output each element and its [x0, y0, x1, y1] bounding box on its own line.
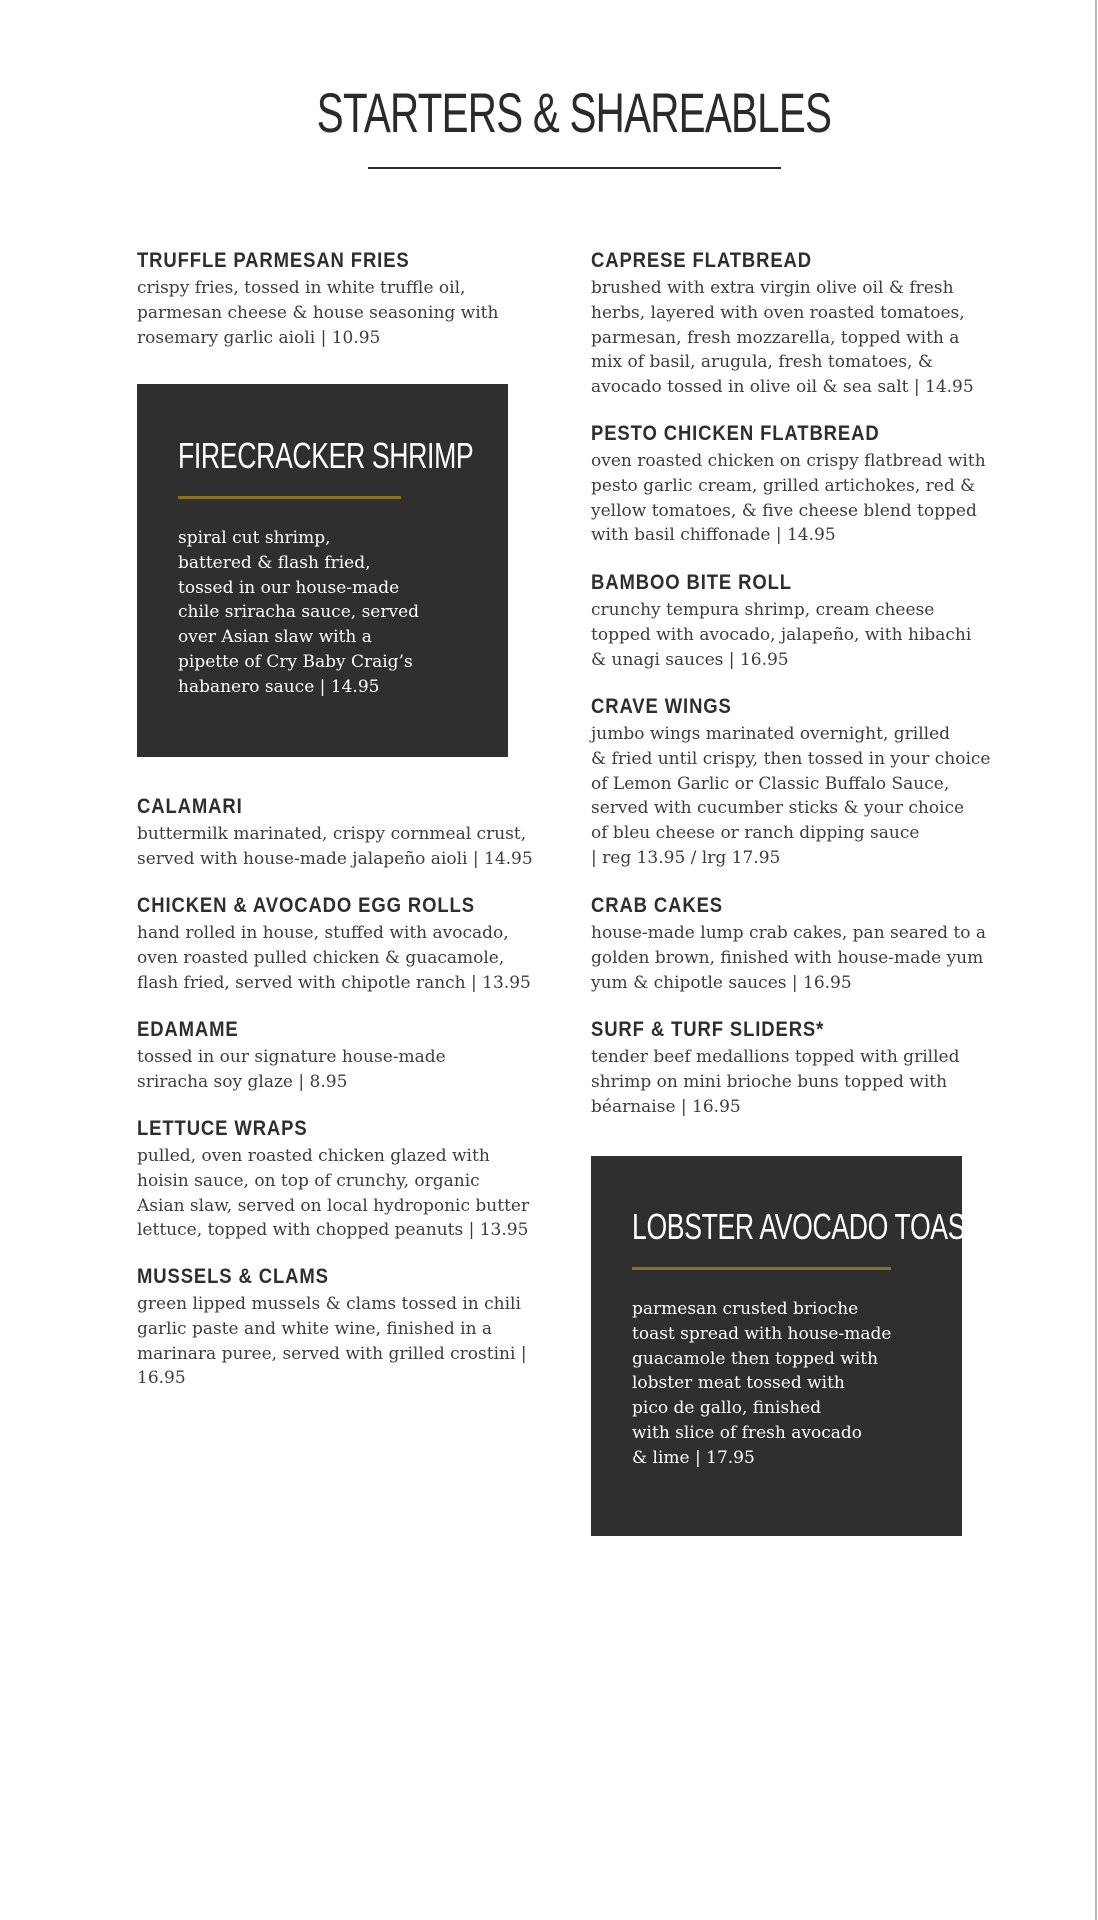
description-line: marinara puree, served with grilled crostini | [137, 1343, 527, 1364]
description-line: oven roasted pulled chicken & guacamole, [137, 947, 505, 968]
description-line: habanero sauce | 14.95 [178, 676, 380, 697]
menu-item-name: SURF & TURF SLIDERS* [591, 1018, 825, 1041]
description-line: with basil chiffonade | 14.95 [591, 525, 836, 546]
description-line: tossed in our signature house-made [137, 1047, 446, 1067]
description-line: pesto garlic cream, grilled artichokes, red & [591, 475, 976, 496]
description-line: golden brown, finished with house-made yum [591, 947, 984, 968]
description-line: crispy fries, tossed in white truffle oil, [137, 278, 466, 298]
description-line: of bleu cheese or ranch dipping sauce [591, 823, 920, 844]
menu-item [137, 1116, 557, 1243]
menu-item-description [137, 1045, 557, 1095]
menu-item [591, 248, 1021, 400]
description-line: lobster meat tossed with [632, 1373, 845, 1394]
menu-item [137, 893, 557, 995]
title-underline [368, 167, 781, 169]
description-line: 16.95 [137, 1368, 186, 1389]
description-line: & unagi sauces | 16.95 [591, 649, 789, 670]
description-line: | reg 13.95 / lrg 17.95 [591, 847, 781, 868]
description-line: yellow tomatoes, & five cheese blend topped [591, 500, 977, 521]
description-line: pulled, oven roasted chicken glazed with [137, 1146, 490, 1166]
description-line: mix of basil, arugula, fresh tomatoes, & [591, 352, 933, 373]
description-line: flash fried, served with chipotle ranch | 13.95 [137, 972, 531, 993]
featured-item-description [178, 526, 419, 700]
description-line: hand rolled in house, stuffed with avocado, [137, 923, 509, 943]
menu-item-description [137, 276, 557, 350]
featured-item-description [632, 1297, 891, 1471]
menu-item-name: EDAMAME [137, 1018, 239, 1041]
menu-item [591, 421, 1021, 548]
menu-item-description [137, 1144, 557, 1243]
menu-item-name: CRAB CAKES [591, 894, 724, 917]
menu-item-name: BAMBOO BITE ROLL [591, 571, 792, 594]
description-line: jumbo wings marinated overnight, grilled [591, 724, 951, 744]
menu-item [591, 570, 1021, 672]
menu-item-description [591, 598, 1021, 672]
description-line: avocado tossed in olive oil & sea salt | 14.95 [591, 377, 974, 398]
description-line: over Asian slaw with a [178, 627, 372, 648]
menu-item-description [591, 722, 1021, 871]
menu-item-description [591, 276, 1021, 400]
featured-item-firecracker-shrimp [137, 384, 508, 757]
description-line: sriracha soy glaze | 8.95 [137, 1071, 348, 1092]
description-line: & fried until crispy, then tossed in your choice [591, 748, 991, 769]
description-line: house-made lump crab cakes, pan seared to a [591, 923, 987, 943]
description-line: herbs, layered with oven roasted tomatoes, [591, 302, 965, 323]
description-line: garlic paste and white wine, finished in a [137, 1318, 493, 1339]
menu-item-name: PESTO CHICKEN FLATBREAD [591, 422, 880, 445]
description-line: Asian slaw, served on local hydroponic butter [137, 1195, 530, 1216]
description-line: oven roasted chicken on crispy flatbread with [591, 451, 986, 471]
description-line: topped with avocado, jalapeño, with hibachi [591, 624, 972, 645]
menu-item [137, 794, 557, 872]
page-title: STARTERS & SHAREABLES [316, 81, 832, 144]
menu-item-name: CAPRESE FLATBREAD [591, 249, 812, 272]
description-line: yum & chipotle sauces | 16.95 [591, 972, 852, 993]
description-line: battered & flash fried, [178, 552, 371, 573]
menu-item-name: TRUFFLE PARMESAN FRIES [137, 249, 410, 272]
menu-item-description [591, 1045, 1021, 1119]
menu-item [137, 1017, 557, 1095]
menu-item [137, 1264, 557, 1391]
description-line: parmesan crusted brioche [632, 1299, 859, 1319]
description-line: green lipped mussels & clams tossed in chili [137, 1294, 521, 1314]
description-line: pico de gallo, finished [632, 1398, 822, 1419]
description-line: crunchy tempura shrimp, cream cheese [591, 600, 935, 620]
description-line: tender beef medallions topped with grilled [591, 1047, 960, 1067]
menu-item-name: CHICKEN & AVOCADO EGG ROLLS [137, 894, 475, 917]
description-line: shrimp on mini brioche buns topped with [591, 1071, 948, 1092]
description-line: toast spread with house-made [632, 1323, 892, 1344]
menu-item [591, 694, 1021, 871]
description-line: buttermilk marinated, crispy cornmeal crust, [137, 824, 527, 844]
description-line: & lime | 17.95 [632, 1447, 755, 1468]
description-line: with slice of fresh avocado [632, 1422, 862, 1443]
featured-item-title: LOBSTER AVOCADO TOAST [632, 1206, 982, 1247]
featured-item-accent-rule [178, 496, 401, 499]
featured-item-title: FIRECRACKER SHRIMP [178, 435, 474, 476]
menu-item-name: CRAVE WINGS [591, 695, 732, 718]
featured-item-accent-rule [632, 1267, 891, 1270]
menu-item [137, 248, 557, 350]
description-line: served with house-made jalapeño aioli | 14.95 [137, 848, 533, 869]
description-line: served with cucumber sticks & your choice [591, 798, 965, 819]
description-line: rosemary garlic aioli | 10.95 [137, 327, 381, 348]
description-line: chile sriracha sauce, served [178, 602, 420, 623]
menu-item-description [137, 822, 557, 872]
description-line: guacamole then topped with [632, 1348, 879, 1369]
menu-item-name: CALAMARI [137, 795, 243, 818]
featured-item-lobster-avocado-toast [591, 1156, 982, 1536]
menu-item-description [137, 921, 557, 995]
description-line: tossed in our house-made [178, 577, 400, 598]
description-line: lettuce, topped with chopped peanuts | 13.95 [137, 1220, 529, 1241]
description-line: brushed with extra virgin olive oil & fresh [591, 278, 954, 298]
description-line: hoisin sauce, on top of crunchy, organic [137, 1170, 480, 1191]
menu-item [591, 893, 1021, 995]
description-line: of Lemon Garlic or Classic Buffalo Sauce, [591, 773, 950, 794]
menu-item [591, 1017, 1021, 1119]
description-line: parmesan cheese & house seasoning with [137, 302, 499, 323]
description-line: béarnaise | 16.95 [591, 1096, 741, 1117]
menu-item-description [137, 1292, 557, 1391]
description-line: spiral cut shrimp, [178, 528, 331, 548]
menu-item-description [591, 449, 1021, 548]
description-line: parmesan, fresh mozzarella, topped with a [591, 327, 960, 348]
menu-item-name: LETTUCE WRAPS [137, 1117, 308, 1140]
page-edge-divider [1095, 0, 1097, 1920]
menu-item-name: MUSSELS & CLAMS [137, 1265, 329, 1288]
menu-item-description [591, 921, 1021, 995]
description-line: pipette of Cry Baby Craig’s [178, 651, 413, 672]
